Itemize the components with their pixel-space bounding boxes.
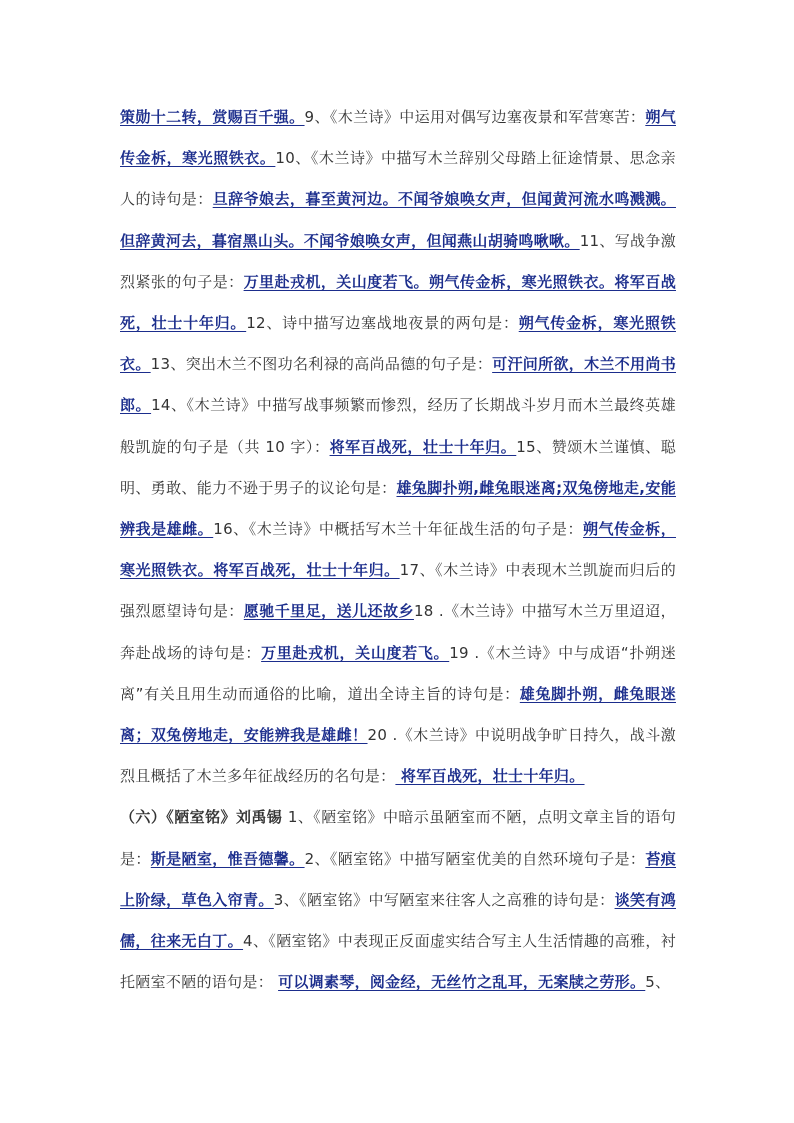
question-text: 20 .《木兰诗》中说明战争旷日持久，战斗激烈且概括了木兰多年征战经历的名句是： [120,726,676,786]
answer-text: 雄兔脚扑朔,雌兔眼迷离;双兔傍地走,安能辨我是雄雌。 [120,478,676,539]
question-text: 13、突出木兰不图功名利禄的高尚品德的句子是： [150,355,493,374]
question-text: 4、《陋室铭》中表现正反面虚实结合写主人生活情趣的高雅，衬托陋室不陋的语句是： [120,932,677,992]
answer-text: 万里赴戎机，关山度若飞。朔气传金柝，寒光照铁衣。将军百战死，壮士十年归。 [120,272,676,333]
answer-text: 可汗问所欲，木兰不用尚书郎。 [120,355,676,415]
question-text: 18 .《木兰诗》中描写木兰万里迢迢，奔赴战场的诗句是： [120,602,676,662]
answer-text: 旦辞爷娘去，暮至黄河边。不闻爷娘唤女声，但闻黄河流水鸣溅溅。但辞黄河去，暮宿黑山头。不闻爷娘唤女声，但闻燕山胡骑鸣啾啾。 [120,190,676,250]
question-text: 12、诗中描写边塞战地夜景的两句是： [246,314,519,333]
answer-text: 朔气传金柝，寒光照铁衣。将军百战死，壮士十年归。 [120,520,676,580]
answer-text: 谈笑有鸿儒，往来无白丁。 [120,890,676,951]
document-body-text [120,97,676,1003]
section-heading: （六）《陋室铭》刘禹锡 [120,808,288,827]
question-text: 5、 [645,973,671,992]
question-text: 1、《陋室铭》中暗示虽陋室而不陋，点明文章主旨的语句是： [120,808,676,868]
answer-text: 愿驰千里足，送儿还故乡 [243,602,414,621]
question-text: 15、赞颂木兰谨慎、聪明、勇敢、能力不逊于男子的议论句是： [120,437,676,497]
answer-text: 朔气传金柝，寒光照铁衣。 [120,314,676,374]
question-text: 10、《木兰诗》中描写木兰辞别父母踏上征途情景、思念亲人的诗句是： [120,149,676,209]
question-text: 19 .《木兰诗》中与成语“扑朔迷离”有关且用生动而通俗的比喻，道出全诗主旨的诗句是： [120,643,676,703]
question-text: 16、《木兰诗》中概括写木兰十年征战生活的句子是： [213,520,584,539]
question-text: 2、《陋室铭》中描写陋室优美的自然环境句子是： [304,849,646,868]
answer-text: 可以调素琴，阅金经，无丝竹之乱耳，无案牍之劳形。 [278,973,646,992]
answer-text: 万里赴戎机，关山度若飞。 [261,643,450,662]
question-text: 14、《木兰诗》中描写战事频繁而惨烈，经历了长期战斗岁月而木兰最终英雄般凯旋的句子是（共 10 字）： [120,396,676,456]
question-text: 11、写战争激烈紧张的句子是： [120,231,676,291]
answer-text: 苔痕上阶绿，草色入帘青。 [120,849,676,909]
question-text: 17、《木兰诗》中表现木兰凯旋而归后的强烈愿望诗句是： [120,561,676,621]
question-text: 9、《木兰诗》中运用对偶写边塞夜景和军营寒苦： [304,108,646,126]
answer-text: 将军百战死，壮士十年归。 [395,767,585,786]
answer-text: 斯是陋室，惟吾德馨。 [150,849,305,868]
answer-text: 策勋十二转，赏赐百千强。 [120,108,305,126]
answer-text: 朔气传金柝，寒光照铁衣。 [120,108,676,168]
answer-text: 雄兔脚扑朔，雌兔眼迷离；双兔傍地走，安能辨我是雄雌！ [120,684,676,745]
question-text: 3、《陋室铭》中写陋室来往客人之高雅的诗句是： [273,890,615,909]
answer-text: 将军百战死，壮士十年归。 [329,437,517,456]
